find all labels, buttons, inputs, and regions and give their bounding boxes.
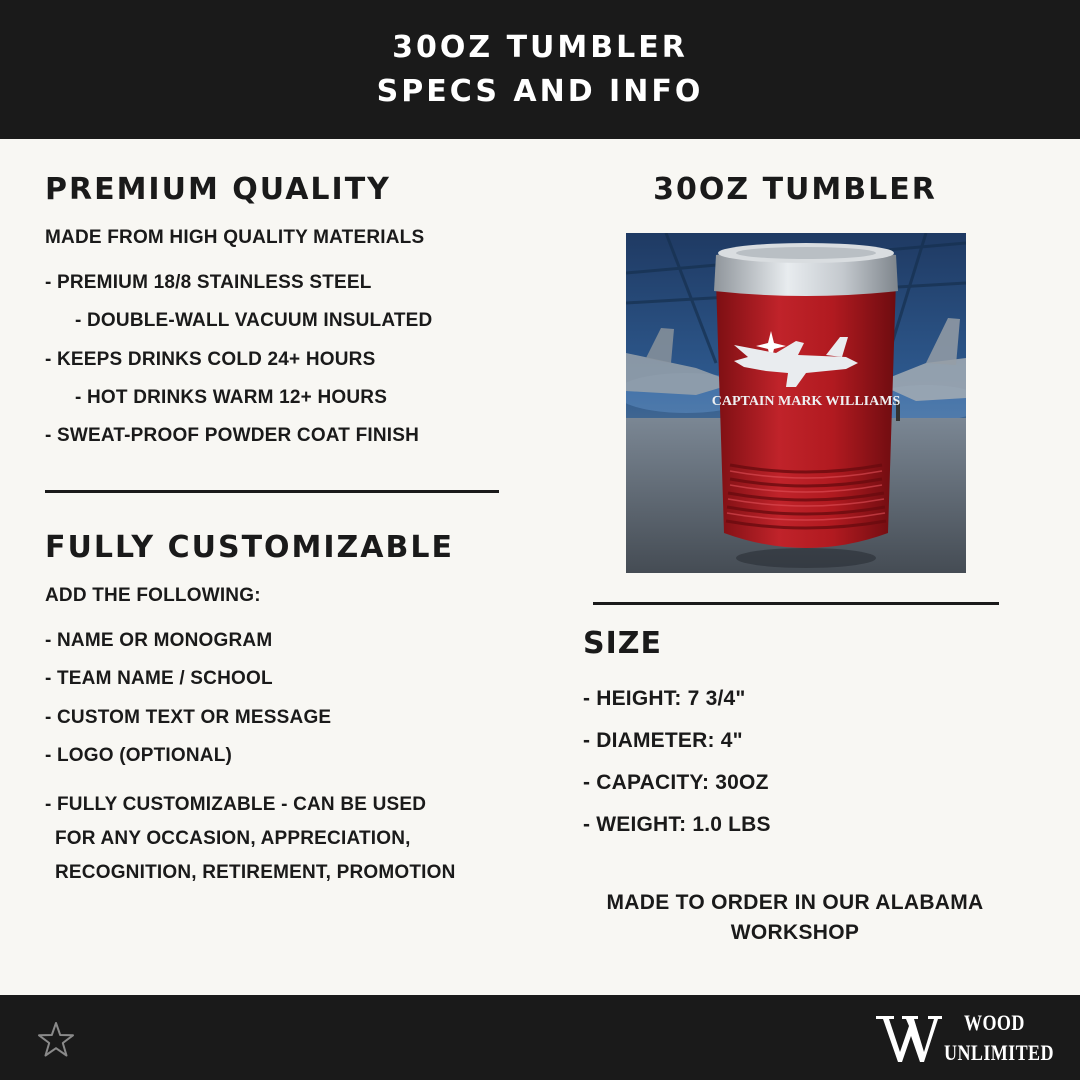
size-item: - CAPACITY: 30OZ <box>583 771 769 794</box>
custom-note-line: - FULLY CUSTOMIZABLE - CAN BE USED <box>45 794 427 815</box>
size-heading: SIZE <box>583 626 663 661</box>
logo-word-unlimited: UNLIMITED <box>944 1040 1054 1065</box>
wood-unlimited-logo <box>874 1008 1054 1068</box>
product-title: 30OZ TUMBLER <box>653 172 937 207</box>
size-item: - HEIGHT: 7 3/4" <box>583 687 746 710</box>
premium-quality-intro: MADE FROM HIGH QUALITY MATERIALS <box>45 227 425 248</box>
size-item: - WEIGHT: 1.0 LBS <box>583 813 771 836</box>
custom-note-line: RECOGNITION, RETIREMENT, PROMOTION <box>55 862 456 883</box>
made-to-order-line2: WORKSHOP <box>730 921 860 944</box>
customizable-intro: ADD THE FOLLOWING: <box>45 585 261 606</box>
premium-quality-heading: PREMIUM QUALITY <box>45 172 391 207</box>
quality-item: - DOUBLE-WALL VACUUM INSULATED <box>75 310 433 331</box>
size-item: - DIAMETER: 4" <box>583 729 743 752</box>
star-outline-icon <box>36 1020 76 1064</box>
quality-item: - HOT DRINKS WARM 12+ HOURS <box>75 387 388 408</box>
custom-item: - LOGO (OPTIONAL) <box>45 745 233 766</box>
quality-item: - SWEAT-PROOF POWDER COAT FINISH <box>45 425 420 446</box>
quality-item: - PREMIUM 18/8 STAINLESS STEEL <box>45 272 372 293</box>
section-divider <box>45 490 499 493</box>
engraving-text: CAPTAIN MARK WILLIAMS <box>711 394 901 409</box>
made-to-order-line1: MADE TO ORDER IN OUR ALABAMA <box>606 891 984 914</box>
product-photo <box>626 233 966 573</box>
header-banner <box>0 0 1080 139</box>
header-title-line1: 30OZ TUMBLER <box>392 29 688 65</box>
custom-item: - NAME OR MONOGRAM <box>45 630 273 651</box>
section-divider <box>593 602 999 605</box>
custom-item: - CUSTOM TEXT OR MESSAGE <box>45 707 332 728</box>
header-title-line2: SPECS AND INFO <box>376 73 704 109</box>
quality-item: - KEEPS DRINKS COLD 24+ HOURS <box>45 349 376 370</box>
customizable-heading: FULLY CUSTOMIZABLE <box>45 530 454 565</box>
custom-item: - TEAM NAME / SCHOOL <box>45 668 273 689</box>
logo-word-wood: WOOD <box>964 1010 1025 1035</box>
custom-note-line: FOR ANY OCCASION, APPRECIATION, <box>55 828 411 849</box>
